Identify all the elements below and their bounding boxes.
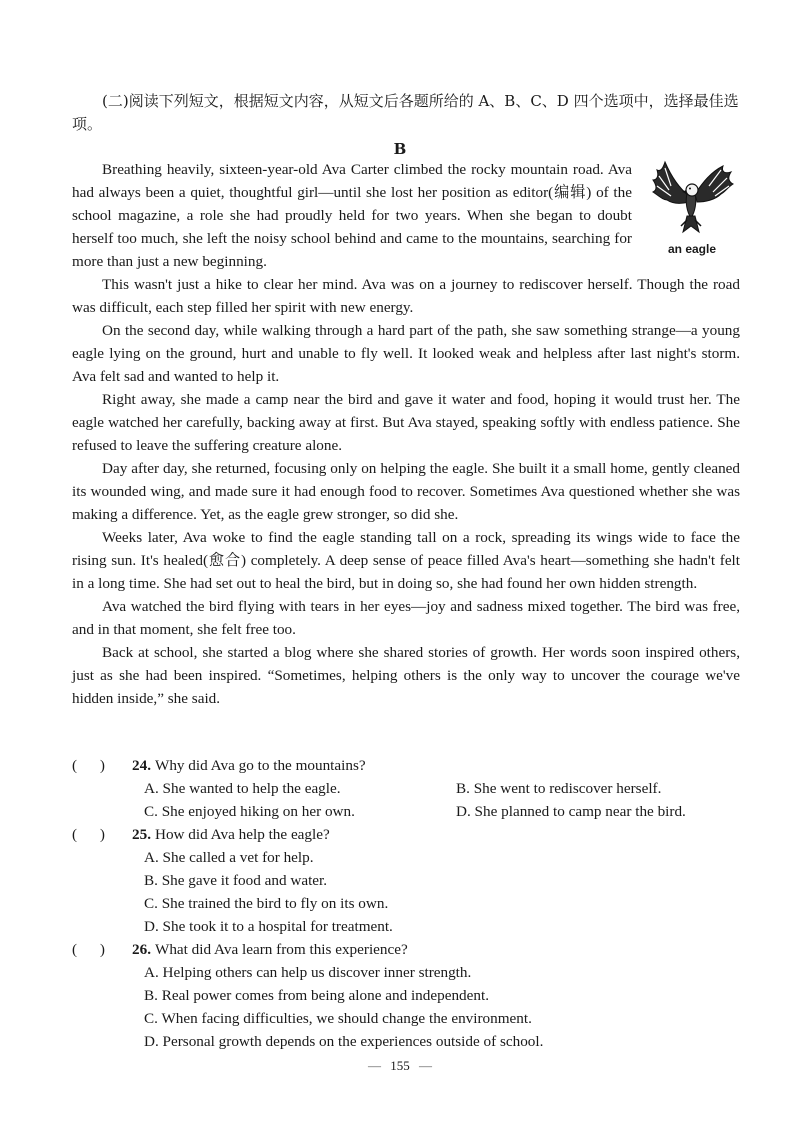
passage-paragraph: Breathing heavily, sixteen-year-old Ava Carter climbed the rocky mountain road. Ava had always been a quiet, thoughtful girl—until she lost her position as editor(编辑) of the school magazine, a role she had proudly held for two years. When she began to doubt herself too much, she left the noisy school behind and came to the mountains, searching for more than just a new beginning.: [72, 161, 632, 270]
question-25: [72, 823, 740, 938]
option-d[interactable]: D. Personal growth depends on the experiences outside of school.: [144, 1033, 544, 1050]
answer-blank[interactable]: ( ): [72, 826, 105, 843]
answer-blank[interactable]: ( ): [72, 757, 105, 774]
question-list: [72, 754, 740, 1053]
reading-instruction: (二)阅读下列短文，根据短文内容，从短文后各题所给的 A、B、C、D 四个选项中，选择最佳选项。: [72, 92, 739, 133]
option-c[interactable]: C. She trained the bird to fly on its own.: [144, 895, 389, 912]
question-number: 26.: [132, 941, 151, 958]
page-footer: [0, 1058, 800, 1074]
question-number: 24.: [132, 757, 151, 774]
section-letter: B: [393, 140, 407, 158]
passage-paragraph: Ava watched the bird flying with tears in her eyes—joy and sadness mixed together. The bird was free, and in that moment, she felt free too.: [72, 598, 740, 638]
question-number: 25.: [132, 826, 151, 843]
page-number: 155: [390, 1058, 410, 1073]
footer-dash: —: [419, 1058, 432, 1073]
reading-passage: [72, 158, 740, 710]
answer-blank[interactable]: ( ): [72, 941, 105, 958]
option-c[interactable]: C. When facing difficulties, we should change the environment.: [144, 1010, 532, 1027]
question-stem: How did Ava help the eagle?: [154, 826, 330, 843]
option-b[interactable]: B. Real power comes from being alone and independent.: [144, 987, 489, 1004]
option-b[interactable]: B. She went to rediscover herself.: [456, 780, 662, 797]
passage-paragraph: Right away, she made a camp near the bird and gave it water and food, hoping it would trust her. The eagle watched her carefully, backing away at first. But Ava stayed, speaking softly with endless patience. She refused to leave the suffering creature alone.: [72, 391, 740, 454]
question-stem: Why did Ava go to the mountains?: [154, 757, 366, 774]
passage-paragraph: On the second day, while walking through a hard part of the path, she saw something strange—a young eagle lying on the ground, hurt and unable to fly well. It looked weak and helpless after last night's storm. Ava felt sad and wanted to help it.: [72, 322, 740, 385]
question-26: [72, 938, 740, 1053]
passage-paragraph: Day after day, she returned, focusing only on helping the eagle. She built it a small home, gently cleaned its wounded wing, and made sure it had enough food to recover. Sometimes Ava questioned whether she was making a difference. Yet, as the eagle grew stronger, so did she.: [72, 460, 740, 523]
passage-paragraph: Back at school, she started a blog where she shared stories of growth. Her words soon inspired others, just as she had been inspired. “Sometimes, helping others is the only way to uncover the courage we've hidden inside,” she said.: [72, 644, 740, 707]
option-a[interactable]: A. She called a vet for help.: [144, 849, 314, 866]
footer-dash: —: [368, 1058, 381, 1073]
option-c[interactable]: C. She enjoyed hiking on her own.: [144, 803, 355, 820]
option-a[interactable]: A. Helping others can help us discover inner strength.: [144, 964, 472, 981]
option-d[interactable]: D. She planned to camp near the bird.: [456, 803, 686, 820]
option-a[interactable]: A. She wanted to help the eagle.: [144, 780, 341, 797]
passage-paragraph: This wasn't just a hike to clear her mind. Ava was on a journey to rediscover herself. Though the road was difficult, each step filled her spirit with new energy.: [72, 276, 740, 316]
passage-paragraph: Weeks later, Ava woke to find the eagle standing tall on a rock, spreading its wings wide to face the rising sun. It's healed(愈合) completely. A deep sense of peace filled Ava's heart—something she hadn't felt in a long time. She had set out to heal the bird, but in doing so, she had found her own hidden strength.: [72, 529, 740, 592]
question-stem: What did Ava learn from this experience?: [154, 941, 408, 958]
question-24: [72, 754, 740, 823]
eagle-caption: an eagle: [667, 242, 717, 256]
option-b[interactable]: B. She gave it food and water.: [144, 872, 328, 889]
option-d[interactable]: D. She took it to a hospital for treatment.: [144, 918, 393, 935]
